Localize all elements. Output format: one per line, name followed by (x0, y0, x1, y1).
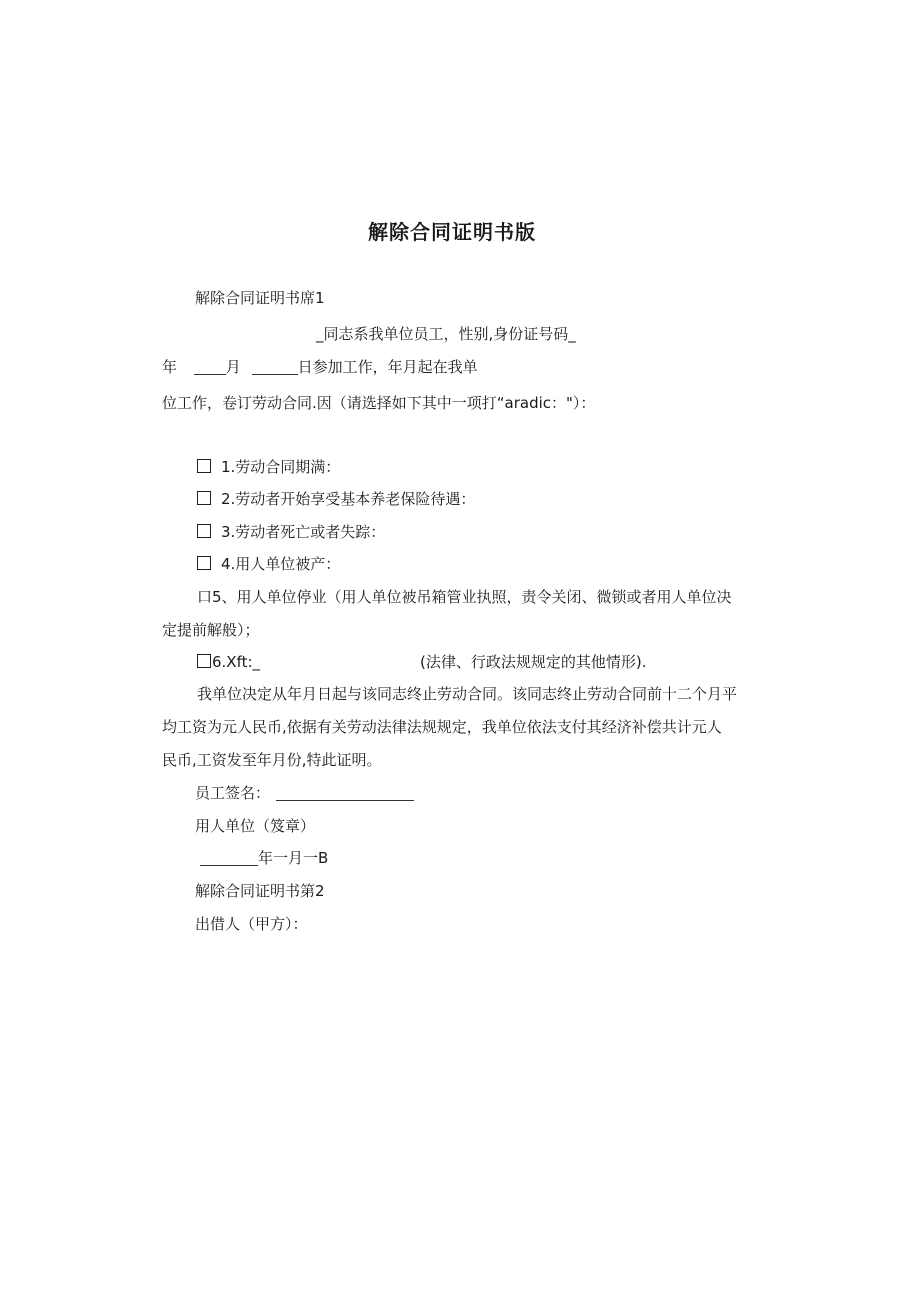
employee-identity-line: _同志系我单位员工，性别,身份证号码_ (316, 325, 576, 343)
day-label: 日参加工作，年月起在我单 (297, 358, 478, 376)
employer-seal-label: 用人单位（笈章） (195, 817, 316, 835)
work-start-line (162, 357, 478, 377)
option-3-checkbox[interactable] (197, 524, 211, 538)
option-6 (197, 652, 260, 672)
year-label: 年 (162, 358, 178, 376)
option-3-label: 3.劳动者死亡或者失踪： (221, 523, 386, 541)
document-title: 解除合同证明书版 (368, 220, 536, 244)
option-6-note: (法律、行政法规规定的其他情形). (420, 653, 647, 671)
option-4-label: 4.用人单位被产： (221, 555, 341, 573)
date-year-blank[interactable] (200, 851, 258, 866)
date-label: 年一月一B (258, 849, 329, 867)
section1-heading: 解除合同证明书席1 (195, 289, 325, 307)
decision-line1: 我单位决定从年月日起与该同志终止劳动合同。该同志终止劳动合同前十二个月平 (197, 685, 738, 703)
employee-signature-line (195, 783, 414, 803)
decision-line3: 民币,工资发至年月份,特此证明。 (162, 751, 382, 769)
option-6-label: 6.Xft:_ (212, 653, 261, 671)
employee-signature-blank[interactable] (276, 786, 414, 801)
option-1 (197, 457, 340, 477)
option-5-line1: 口5、用人单位停业（用人单位被吊箱管业执照，责令关闭、微锁或者用人单位决 (197, 588, 732, 606)
decision-line2: 均工资为元人民币,依据有关劳动法律法规规定，我单位依法支付其经济补偿共计元人 (162, 718, 722, 736)
month-label: 月 (225, 358, 241, 376)
day-blank (252, 360, 298, 375)
contract-reason-line: 位工作，卷订劳动合同.因（请选择如下其中一项打“aradic："）： (162, 394, 596, 412)
option-4 (197, 554, 340, 574)
option-3 (197, 522, 385, 542)
date-line (200, 848, 328, 868)
section2-heading: 解除合同证明书第2 (195, 882, 325, 900)
option-2-label: 2.劳动者开始享受基本养老保险待遇： (221, 490, 476, 508)
option-6-checkbox[interactable] (197, 654, 211, 668)
option-4-checkbox[interactable] (197, 556, 211, 570)
option-2 (197, 489, 475, 509)
option-5-line2: 定提前解般）； (162, 621, 260, 639)
employee-signature-label: 员工签名： (195, 784, 271, 802)
month-blank (194, 360, 226, 375)
option-1-label: 1.劳动合同期满： (221, 458, 341, 476)
option-1-checkbox[interactable] (197, 459, 211, 473)
lender-label: 出借人（甲方）： (195, 915, 308, 933)
option-2-checkbox[interactable] (197, 491, 211, 505)
